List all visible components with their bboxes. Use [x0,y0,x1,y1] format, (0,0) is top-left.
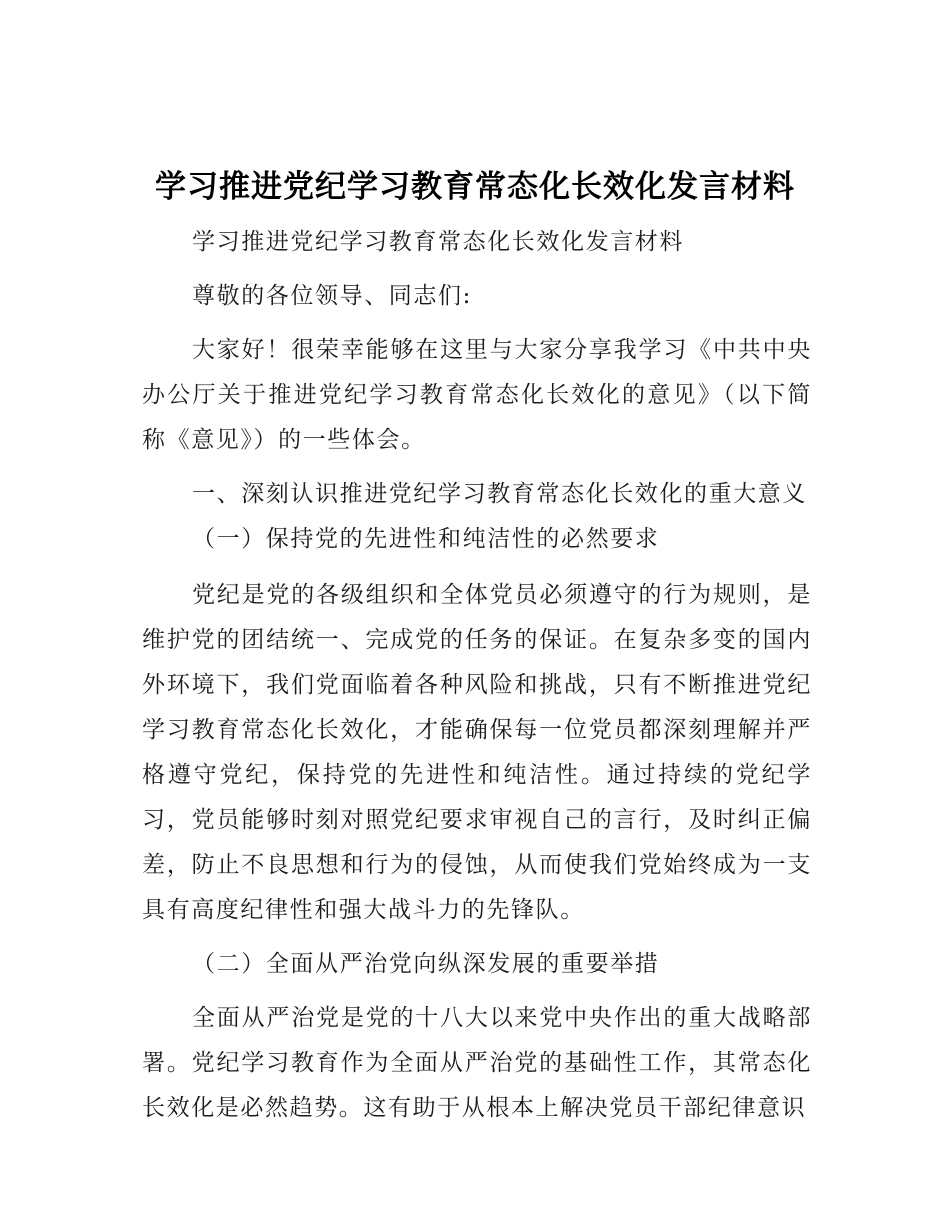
subsection-heading-2: （二）全面从严治党向纵深发展的重要举措 [192,951,660,977]
opening-paragraph: 大家好！很荣幸能够在这里与大家分享我学习《中共中央办公厅关于推进党纪学习教育常态化长效化的意见》（以下简称《意见》）的一些体会。 [142,337,812,453]
document-body [142,220,812,1131]
section-heading-1: 一、深刻认识推进党纪学习教育常态化长效化的重大意义 [192,481,807,507]
subsection-heading-1: （一）保持党的先进性和纯洁性的必然要求 [192,526,660,552]
body-paragraph-1: 党纪是党的各级组织和全体党员必须遵守的行为规则，是维护党的团结统一、完成党的任务的保证。在复杂多变的国内外环境下，我们党面临着各种风险和挑战，只有不断推进党纪学习教育常态化长效化，才能确保每一位党员都深刻理解并严格遵守党纪，保持党的先进性和纯洁性。通过持续的党纪学习，党员能够时刻对照党纪要求审视自己的言行，及时纠正偏差，防止不良思想和行为的侵蚀，从而使我们党始终成为一支具有高度纪律性和强大战斗力的先锋队。 [142,582,812,923]
body-paragraph-2: 全面从严治党是党的十八大以来党中央作出的重大战略部署。党纪学习教育作为全面从严治党的基础性工作，其常态化长效化是必然趋势。这有助于从根本上解决党员干部纪律意识 [142,1005,812,1121]
document-title: 学习推进党纪学习教育常态化长效化发言材料 [155,169,795,205]
repeated-title-paragraph: 学习推进党纪学习教育常态化长效化发言材料 [192,229,684,255]
salutation-paragraph: 尊敬的各位领导、同志们: [192,283,472,309]
